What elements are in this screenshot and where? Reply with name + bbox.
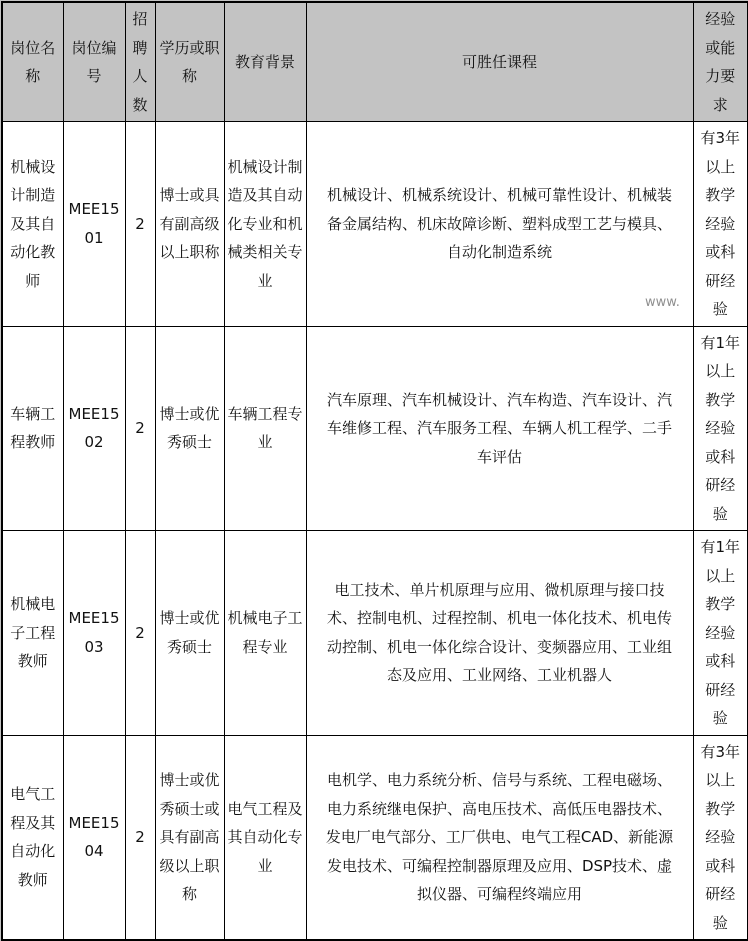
table-row <box>2 735 748 940</box>
cell-courses: 机械设计、机械系统设计、机械可靠性设计、机械装备金属结构、机床故障诊断、塑料成型工艺与模具、自动化制造系统 <box>306 122 693 327</box>
header-cell-experience <box>693 2 748 122</box>
header-cell-degree: 学历或职称 <box>155 2 224 122</box>
cell-degree: 博士或优秀硕士 <box>155 326 224 531</box>
cell-experience: 有3年以上教学经验或科研经验 <box>693 735 748 940</box>
cell-code: MEE1504 <box>63 735 125 940</box>
cell-courses: 电机学、电力系统分析、信号与系统、工程电磁场、电力系统继电保护、高电压技术、高低压电器技术、发电厂电气部分、工厂供电、电气工程CAD、新能源发电技术、可编程控制器原理及应用、DSP技术、虚拟仪器、可编程终端应用 <box>306 735 693 940</box>
header-cell-position: 岗位名称 <box>2 2 63 122</box>
cell-count: 2 <box>125 122 155 327</box>
cell-background: 机械设计制造及其自动化专业和机械类相关专业 <box>224 122 306 327</box>
cell-degree: 博士或优秀硕士或具有副高级以上职称 <box>155 735 224 940</box>
cell-position: 机械电子工程教师 <box>2 531 63 736</box>
cell-code: MEE1502 <box>63 326 125 531</box>
cell-count: 2 <box>125 735 155 940</box>
header-row <box>2 2 748 122</box>
cell-degree: 博士或具有副高级以上职称 <box>155 122 224 327</box>
cell-code: MEE1503 <box>63 531 125 736</box>
cell-background: 机械电子工程专业 <box>224 531 306 736</box>
header-cell-background: 教育背景 <box>224 2 306 122</box>
cell-experience: 有1年以上教学经验或科研经验 <box>693 531 748 736</box>
recruitment-table <box>1 1 748 941</box>
header-cell-courses: 可胜任课程 <box>306 2 693 122</box>
cell-count: 2 <box>125 531 155 736</box>
cell-count: 2 <box>125 326 155 531</box>
header-cell-code: 岗位编号 <box>63 2 125 122</box>
cell-code: MEE1501 <box>63 122 125 327</box>
header-cell-count: 招聘人数 <box>125 2 155 122</box>
cell-position: 车辆工程教师 <box>2 326 63 531</box>
cell-experience: 有1年以上教学经验或科研经验 <box>693 326 748 531</box>
recruitment-table-wrapper <box>1 1 747 941</box>
cell-courses: 电工技术、单片机原理与应用、微机原理与接口技术、控制电机、过程控制、机电一体化技术、机电传动控制、机电一体化综合设计、变频器应用、工业组态及应用、工业网络、工业机器人 <box>306 531 693 736</box>
cell-position: 机械设计制造及其自动化教师 <box>2 122 63 327</box>
header-experience-label: 经验或能力要求 <box>705 10 736 114</box>
cell-background: 车辆工程专业 <box>224 326 306 531</box>
watermark-text: www. <box>645 295 680 310</box>
table-row <box>2 122 748 327</box>
table-row <box>2 531 748 736</box>
cell-background: 电气工程及其自动化专业 <box>224 735 306 940</box>
cell-position: 电气工程及其自动化教师 <box>2 735 63 940</box>
table-body <box>2 122 748 941</box>
cell-degree: 博士或优秀硕士 <box>155 531 224 736</box>
cell-experience: 有3年以上教学经验或科研经验 <box>693 122 748 327</box>
table-row <box>2 326 748 531</box>
cell-courses: 汽车原理、汽车机械设计、汽车构造、汽车设计、汽车维修工程、汽车服务工程、车辆人机工程学、二手车评估 <box>306 326 693 531</box>
table-header <box>2 2 748 122</box>
